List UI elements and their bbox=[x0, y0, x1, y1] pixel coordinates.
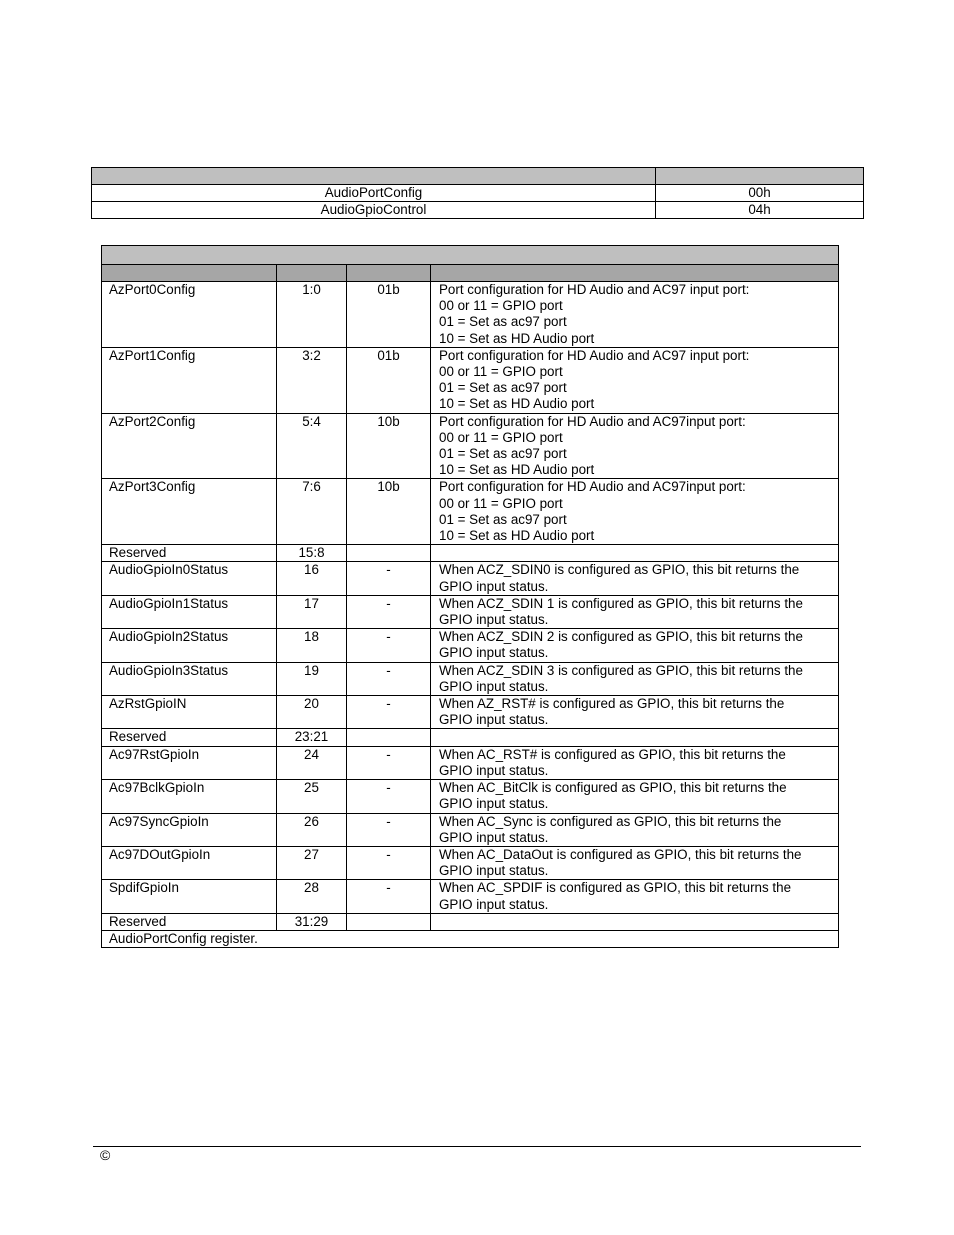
field-bits: 5:4 bbox=[277, 413, 347, 479]
field-default: 01b bbox=[347, 282, 431, 348]
footer-divider bbox=[93, 1146, 861, 1147]
table-row bbox=[102, 846, 839, 879]
description-line: When AC_Sync is configured as GPIO, this bit returns the bbox=[439, 813, 782, 829]
field-bits: 26 bbox=[277, 813, 347, 846]
table-row bbox=[102, 780, 839, 813]
field-bits: 28 bbox=[277, 880, 347, 913]
field-name: Ac97BclkGpioIn bbox=[102, 780, 277, 813]
register-offset: 00h bbox=[656, 185, 864, 202]
field-table-title-row bbox=[102, 246, 839, 265]
field-default bbox=[347, 913, 431, 930]
description-line: 10 = Set as HD Audio port bbox=[439, 396, 595, 412]
description-line: 00 or 11 = GPIO port bbox=[439, 429, 563, 445]
table-row bbox=[102, 629, 839, 662]
register-address-table bbox=[91, 167, 864, 219]
description-line: When AC_BitClk is configured as GPIO, this bit returns the bbox=[439, 780, 787, 796]
field-description bbox=[431, 696, 839, 729]
description-line bbox=[439, 729, 838, 745]
field-name: AudioGpioIn0Status bbox=[102, 562, 277, 595]
field-description bbox=[431, 413, 839, 479]
description-line: Port configuration for HD Audio and AC97input port: bbox=[439, 413, 746, 429]
table-row bbox=[102, 479, 839, 545]
field-default: - bbox=[347, 696, 431, 729]
field-default: - bbox=[347, 846, 431, 879]
table-row bbox=[92, 202, 864, 219]
field-bits: 17 bbox=[277, 595, 347, 628]
field-bits: 3:2 bbox=[277, 347, 347, 413]
description-line: GPIO input status. bbox=[439, 829, 549, 845]
table-row bbox=[102, 696, 839, 729]
description-line: 00 or 11 = GPIO port bbox=[439, 364, 563, 380]
description-header bbox=[431, 265, 839, 282]
description-line: When AC_DataOut is configured as GPIO, this bit returns the bbox=[439, 846, 802, 862]
description-line: 01 = Set as ac97 port bbox=[439, 380, 567, 396]
table-row bbox=[102, 413, 839, 479]
description-line bbox=[439, 545, 838, 561]
table-row bbox=[102, 282, 839, 348]
field-default bbox=[347, 545, 431, 562]
description-line: 10 = Set as HD Audio port bbox=[439, 528, 595, 544]
description-line: GPIO input status. bbox=[439, 645, 549, 661]
field-description bbox=[431, 729, 839, 746]
description-line: GPIO input status. bbox=[439, 796, 549, 812]
field-description bbox=[431, 562, 839, 595]
field-table-caption: AudioPortConfig register. bbox=[102, 930, 839, 947]
field-description bbox=[431, 780, 839, 813]
field-name: Reserved bbox=[102, 545, 277, 562]
field-default: - bbox=[347, 880, 431, 913]
field-description bbox=[431, 545, 839, 562]
field-bits: 24 bbox=[277, 746, 347, 779]
field-name: AudioGpioIn1Status bbox=[102, 595, 277, 628]
description-line: When ACZ_SDIN 1 is configured as GPIO, this bit returns the bbox=[439, 595, 803, 611]
field-default: - bbox=[347, 813, 431, 846]
description-line bbox=[439, 914, 838, 930]
table-row bbox=[92, 185, 864, 202]
default-header bbox=[347, 265, 431, 282]
description-line: Port configuration for HD Audio and AC97 input port: bbox=[439, 347, 750, 363]
field-name: AudioGpioIn3Status bbox=[102, 662, 277, 695]
register-name-header bbox=[92, 168, 656, 185]
table-row bbox=[102, 562, 839, 595]
field-name: Ac97RstGpioIn bbox=[102, 746, 277, 779]
table-row bbox=[102, 595, 839, 628]
description-line: Port configuration for HD Audio and AC97input port: bbox=[439, 479, 746, 495]
field-description bbox=[431, 479, 839, 545]
field-default: 01b bbox=[347, 347, 431, 413]
description-line: When ACZ_SDIN 2 is configured as GPIO, this bit returns the bbox=[439, 629, 803, 645]
field-table-body bbox=[102, 282, 839, 931]
field-default: - bbox=[347, 780, 431, 813]
field-name-header bbox=[102, 265, 277, 282]
field-bits: 20 bbox=[277, 696, 347, 729]
description-line: GPIO input status. bbox=[439, 612, 549, 628]
field-bits: 31:29 bbox=[277, 913, 347, 930]
description-line: When ACZ_SDIN0 is configured as GPIO, this bit returns the bbox=[439, 562, 800, 578]
description-line: GPIO input status. bbox=[439, 712, 549, 728]
field-name: AzPort0Config bbox=[102, 282, 277, 348]
field-description bbox=[431, 913, 839, 930]
description-line: 10 = Set as HD Audio port bbox=[439, 462, 595, 478]
field-name: AzRstGpioIN bbox=[102, 696, 277, 729]
register-offset: 04h bbox=[656, 202, 864, 219]
field-description bbox=[431, 746, 839, 779]
register-table-header bbox=[92, 168, 864, 185]
register-offset-header bbox=[656, 168, 864, 185]
description-line: When AZ_RST# is configured as GPIO, this bit returns the bbox=[439, 696, 785, 712]
field-bits: 1:0 bbox=[277, 282, 347, 348]
field-bits: 15:8 bbox=[277, 545, 347, 562]
field-name: AzPort2Config bbox=[102, 413, 277, 479]
register-field-table bbox=[101, 245, 839, 948]
field-default: - bbox=[347, 629, 431, 662]
field-name: Reserved bbox=[102, 729, 277, 746]
copyright-notice: © bbox=[100, 1147, 111, 1163]
field-table-footer-row bbox=[102, 930, 839, 947]
field-bits: 23:21 bbox=[277, 729, 347, 746]
description-line: 01 = Set as ac97 port bbox=[439, 446, 567, 462]
field-bits: 16 bbox=[277, 562, 347, 595]
field-name: AudioGpioIn2Status bbox=[102, 629, 277, 662]
description-line: GPIO input status. bbox=[439, 578, 549, 594]
description-line: GPIO input status. bbox=[439, 762, 549, 778]
field-name: SpdifGpioIn bbox=[102, 880, 277, 913]
field-name: AzPort1Config bbox=[102, 347, 277, 413]
description-line: GPIO input status. bbox=[439, 678, 549, 694]
table-row bbox=[102, 545, 839, 562]
field-default: - bbox=[347, 562, 431, 595]
description-line: When AC_RST# is configured as GPIO, this bit returns the bbox=[439, 746, 786, 762]
field-description bbox=[431, 347, 839, 413]
register-name: AudioPortConfig bbox=[92, 185, 656, 202]
field-name: AzPort3Config bbox=[102, 479, 277, 545]
description-line: 10 = Set as HD Audio port bbox=[439, 330, 595, 346]
table-row bbox=[102, 746, 839, 779]
description-line: 01 = Set as ac97 port bbox=[439, 314, 567, 330]
field-bits: 25 bbox=[277, 780, 347, 813]
table-row bbox=[102, 880, 839, 913]
field-description bbox=[431, 282, 839, 348]
bits-header bbox=[277, 265, 347, 282]
field-default bbox=[347, 729, 431, 746]
field-bits: 27 bbox=[277, 846, 347, 879]
field-name: Ac97SyncGpioIn bbox=[102, 813, 277, 846]
description-line: When AC_SPDIF is configured as GPIO, this bit returns the bbox=[439, 880, 792, 896]
field-bits: 19 bbox=[277, 662, 347, 695]
field-default: - bbox=[347, 662, 431, 695]
table-row bbox=[102, 347, 839, 413]
field-bits: 7:6 bbox=[277, 479, 347, 545]
field-table-title bbox=[102, 246, 839, 265]
field-default: 10b bbox=[347, 479, 431, 545]
table-row bbox=[102, 662, 839, 695]
field-description bbox=[431, 813, 839, 846]
table-row bbox=[102, 729, 839, 746]
description-line: GPIO input status. bbox=[439, 896, 549, 912]
description-line: When ACZ_SDIN 3 is configured as GPIO, this bit returns the bbox=[439, 662, 803, 678]
table-row bbox=[102, 913, 839, 930]
field-name: Reserved bbox=[102, 913, 277, 930]
field-default: - bbox=[347, 746, 431, 779]
field-default: - bbox=[347, 595, 431, 628]
table-row bbox=[102, 813, 839, 846]
field-description bbox=[431, 595, 839, 628]
description-line: Port configuration for HD Audio and AC97 input port: bbox=[439, 282, 750, 297]
description-line: 00 or 11 = GPIO port bbox=[439, 298, 563, 314]
description-line: GPIO input status. bbox=[439, 863, 549, 879]
field-bits: 18 bbox=[277, 629, 347, 662]
field-description bbox=[431, 846, 839, 879]
field-description bbox=[431, 662, 839, 695]
field-default: 10b bbox=[347, 413, 431, 479]
description-line: 01 = Set as ac97 port bbox=[439, 511, 567, 527]
description-line: 00 or 11 = GPIO port bbox=[439, 495, 563, 511]
field-description bbox=[431, 629, 839, 662]
field-name: Ac97DOutGpioIn bbox=[102, 846, 277, 879]
register-name: AudioGpioControl bbox=[92, 202, 656, 219]
field-table-column-header-row bbox=[102, 265, 839, 282]
field-description bbox=[431, 880, 839, 913]
